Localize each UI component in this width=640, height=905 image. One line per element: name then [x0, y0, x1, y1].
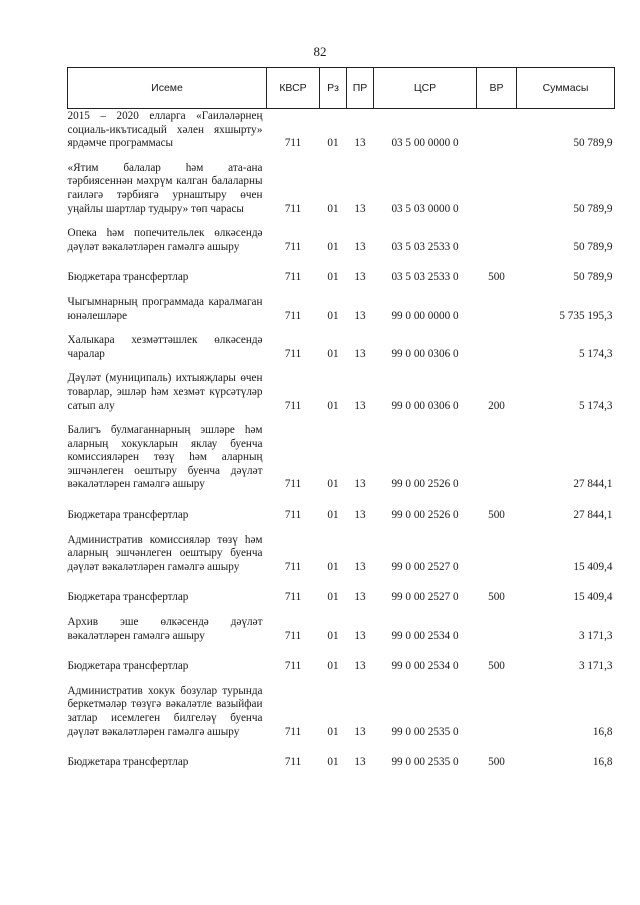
row-pr: 13 — [354, 560, 366, 573]
row-pr: 13 — [354, 509, 366, 522]
row-pr: 13 — [354, 725, 366, 738]
page-number: 82 — [313, 44, 327, 59]
row-pr: 13 — [354, 202, 366, 215]
row-kvsr: 711 — [284, 509, 302, 522]
row-rz: 01 — [327, 725, 339, 738]
row-kvsr: 711 — [284, 271, 302, 284]
header-kvsr: КВСР — [267, 68, 320, 109]
row-csr: 99 0 00 0000 0 — [391, 309, 459, 322]
row-name: Балигъ булмаганнарның эшләре һәм аларның хокукларын яклау буенча комиссияләрен төзү һәм аларның эшчәнлеген оештыру буенча дәүләт вәкаләтләрен гамәлгә ашыру — [67, 424, 263, 491]
table-row — [68, 296, 615, 324]
row-vr — [477, 534, 517, 576]
row-kvsr: 711 — [284, 399, 302, 412]
table-row — [68, 534, 615, 576]
table-row — [68, 227, 615, 255]
header-sum: Суммасы — [517, 68, 615, 109]
row-name: Бюджетара трансфертлар — [67, 509, 189, 522]
row-csr: 99 0 00 2534 0 — [391, 629, 459, 642]
row-kvsr: 711 — [284, 202, 302, 215]
table-row — [68, 424, 615, 493]
row-pr: 13 — [354, 347, 366, 360]
row-sum: 15 409,4 — [573, 560, 613, 573]
row-sum: 16,8 — [592, 725, 613, 738]
row-sum: 5 735 195,3 — [559, 309, 613, 322]
row-vr: 500 — [488, 509, 505, 522]
row-rz: 01 — [327, 202, 339, 215]
row-kvsr: 711 — [284, 240, 302, 253]
row-rz: 01 — [327, 509, 339, 522]
row-name: Административ комиссияләр төзү һәм аларның эшчәнлеген оештыру буенча дәүләт вәкаләтләрен гамәлгә ашыру — [67, 533, 263, 573]
row-name: Опека һәм попечительлек өлкәсендә дәүләт вәкаләтләрен гамәлгә ашыру — [67, 227, 263, 253]
row-vr — [477, 334, 517, 362]
header-csr: ЦСР — [374, 68, 477, 109]
row-pr: 13 — [354, 756, 366, 769]
row-sum: 27 844,1 — [573, 509, 613, 522]
row-name: Бюджетара трансфертлар — [67, 756, 189, 769]
row-kvsr: 711 — [284, 309, 302, 322]
row-name: Бюджетара трансфертлар — [67, 660, 189, 673]
row-csr: 99 0 00 2527 0 — [391, 591, 459, 604]
table-row — [68, 109, 615, 152]
table-row — [68, 271, 615, 286]
row-csr: 99 0 00 2526 0 — [391, 478, 459, 491]
row-pr: 13 — [354, 591, 366, 604]
row-kvsr: 711 — [284, 137, 302, 150]
row-name: Бюджетара трансфертлар — [67, 271, 189, 284]
row-kvsr: 711 — [284, 560, 302, 573]
row-csr: 03 5 03 2533 0 — [391, 240, 459, 253]
row-pr: 13 — [354, 271, 366, 284]
row-kvsr: 711 — [284, 629, 302, 642]
table-row — [68, 591, 615, 606]
row-sum: 16,8 — [592, 756, 613, 769]
table-header — [68, 68, 615, 109]
row-vr: 500 — [488, 660, 505, 673]
table-row — [68, 685, 615, 740]
row-csr: 03 5 03 0000 0 — [391, 202, 459, 215]
row-pr: 13 — [354, 660, 366, 673]
row-kvsr: 711 — [284, 478, 302, 491]
row-rz: 01 — [327, 560, 339, 573]
row-vr — [477, 109, 517, 152]
row-rz: 01 — [327, 478, 339, 491]
row-vr — [477, 616, 517, 644]
row-csr: 03 5 03 2533 0 — [391, 271, 459, 284]
row-pr: 13 — [354, 478, 366, 491]
row-sum: 50 789,9 — [573, 240, 613, 253]
table-row — [68, 756, 615, 771]
row-rz: 01 — [327, 347, 339, 360]
row-sum: 15 409,4 — [573, 591, 613, 604]
row-vr — [477, 227, 517, 255]
row-pr: 13 — [354, 399, 366, 412]
row-sum: 5 174,3 — [578, 347, 613, 360]
row-name: Архив эше өлкәсендә дәүләт вәкаләтләрен гамәлгә ашыру — [67, 616, 263, 642]
row-sum: 5 174,3 — [578, 399, 613, 412]
row-kvsr: 711 — [284, 347, 302, 360]
row-sum: 50 789,9 — [573, 202, 613, 215]
table-row — [68, 616, 615, 644]
row-sum: 27 844,1 — [573, 478, 613, 491]
row-kvsr: 711 — [284, 756, 302, 769]
table-row — [68, 509, 615, 524]
row-csr: 99 0 00 2534 0 — [391, 660, 459, 673]
row-vr: 500 — [488, 271, 505, 284]
row-name: «Ятим балалар һәм ата-ана тәрбиясеннән мәхрүм калган балаларны гаиләгә тәрбиягә урнаштыру өчен уңайлы шартлар тудыру» төп чарасы — [67, 161, 263, 215]
row-kvsr: 711 — [284, 591, 302, 604]
row-name: Халыкара хезмәттәшлек өлкәсендә чаралар — [67, 334, 263, 360]
table-row — [68, 334, 615, 362]
row-kvsr: 711 — [284, 725, 302, 738]
header-name: Исеме — [68, 68, 267, 109]
row-csr: 99 0 00 2535 0 — [391, 725, 459, 738]
row-csr: 99 0 00 0306 0 — [391, 347, 459, 360]
row-rz: 01 — [327, 399, 339, 412]
header-vr: ВР — [477, 68, 517, 109]
budget-table — [67, 67, 615, 771]
row-kvsr: 711 — [284, 660, 302, 673]
table-row — [68, 372, 615, 414]
row-vr: 500 — [488, 756, 505, 769]
row-name: Бюджетара трансфертлар — [67, 591, 189, 604]
row-vr: 200 — [488, 399, 505, 412]
row-pr: 13 — [354, 137, 366, 150]
row-csr: 99 0 00 2526 0 — [391, 509, 459, 522]
row-vr: 500 — [488, 591, 505, 604]
row-rz: 01 — [327, 309, 339, 322]
row-csr: 99 0 00 0306 0 — [391, 399, 459, 412]
row-pr: 13 — [354, 629, 366, 642]
header-pr: ПР — [347, 68, 374, 109]
row-vr — [477, 424, 517, 493]
row-rz: 01 — [327, 756, 339, 769]
row-rz: 01 — [327, 137, 339, 150]
row-name: Дәүләт (муниципаль) ихтыяҗлары өчен товарлар, эшләр һәм хезмәт күрсәтүләр сатып алу — [67, 372, 263, 412]
row-sum: 50 789,9 — [573, 271, 613, 284]
row-rz: 01 — [327, 629, 339, 642]
table-row — [68, 660, 615, 675]
row-pr: 13 — [354, 240, 366, 253]
row-sum: 50 789,9 — [573, 137, 613, 150]
row-name: Чыгымнарның программада каралмаган юнәлешләре — [67, 295, 263, 322]
row-sum: 3 171,3 — [578, 660, 613, 673]
row-name: 2015 – 2020 елларга «Гаиләләрнең социаль-икътисадый хәлен яхшырту» ярдәмче программасы — [67, 110, 263, 150]
table-row — [68, 162, 615, 217]
row-vr — [477, 162, 517, 217]
row-csr: 99 0 00 2535 0 — [391, 756, 459, 769]
row-rz: 01 — [327, 271, 339, 284]
row-rz: 01 — [327, 591, 339, 604]
header-rz: Рз — [320, 68, 347, 109]
row-rz: 01 — [327, 660, 339, 673]
row-csr: 99 0 00 2527 0 — [391, 560, 459, 573]
row-rz: 01 — [327, 240, 339, 253]
row-csr: 03 5 00 0000 0 — [391, 137, 459, 150]
row-pr: 13 — [354, 309, 366, 322]
row-vr — [477, 296, 517, 324]
row-sum: 3 171,3 — [578, 629, 613, 642]
row-vr — [477, 685, 517, 740]
row-name: Административ хокук бозулар турында беркетмәләр төзүгә вәкаләтле вазыйфаи затлар исемлеген билгеләү буенча дәүләт вәкаләтләрен гамәлгә ашыру — [67, 684, 263, 738]
